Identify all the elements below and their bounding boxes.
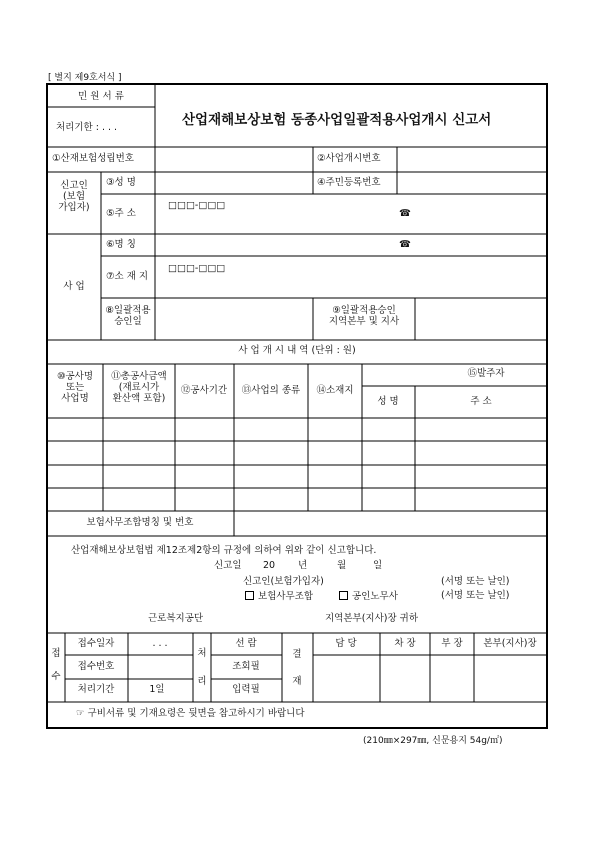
business-group-label: 사 업 [63, 281, 85, 292]
form-number-label: [ 별지 제9호서식 ] [48, 73, 122, 83]
receipt-date-value: . . . [152, 638, 168, 649]
processing-item-input: 입력필 [232, 684, 260, 695]
signature-note-2: (서명 또는 날인) [441, 590, 510, 601]
report-date-label: 신고일 [214, 560, 242, 571]
reporter-postcode-boxes[interactable]: □□□-□□□ [168, 200, 226, 211]
insurance-union-label: 보험사무조합명칭 및 번호 [86, 517, 194, 528]
approval-branch-label: ⑨일괄적용승인 지역본부 및 지사 [328, 305, 400, 327]
note-line: ☞ 구비서류 및 기재요령은 뒷면을 참고하시기 바랍니다 [76, 708, 305, 719]
labor-attorney-option[interactable] [339, 591, 398, 603]
business-start-number-label: ②사업개시번호 [317, 153, 381, 164]
reporter-name-field[interactable] [156, 173, 312, 193]
union-checkbox[interactable] [245, 591, 254, 600]
approval-date-label: ⑧일괄적용 승인일 [105, 305, 151, 327]
business-start-number-field[interactable] [398, 148, 546, 171]
reporter-group-label: 신고인 (보험 가입자) [58, 180, 90, 213]
month-unit: 월 [337, 560, 347, 571]
reporter-sign-line: 신고인(보험가입자) [243, 576, 324, 587]
resident-number-field[interactable] [398, 173, 546, 193]
details-heading: 사 업 개 시 내 역 (단위 : 원) [238, 345, 356, 356]
col-business-type: ⑬사업의 종류 [241, 385, 301, 396]
receipt-number-label: 접수번호 [77, 661, 115, 672]
business-name-label: ⑥명 칭 [106, 239, 136, 250]
col-client-address: 주 소 [470, 396, 492, 407]
processing-group-b: 리 [197, 676, 207, 687]
report-year: 20 [263, 560, 276, 571]
year-unit: 년 [298, 560, 308, 571]
processing-period-label-2: 처리기간 [77, 684, 115, 695]
approval-col-staff: 담 당 [335, 638, 357, 649]
approval-branch-field[interactable] [416, 299, 546, 339]
form-title: 산업재해보상보험 동종사업일괄적용사업개시 신고서 [182, 112, 492, 128]
approval-col-deputy: 차 장 [394, 638, 416, 649]
paper-spec: (210㎜×297㎜, 신문용지 54g/㎡) [363, 736, 503, 746]
resident-number-label: ④주민등록번호 [317, 177, 381, 188]
phone-icon: ☎ [399, 208, 411, 219]
insurance-number-label: ①산재보험성립번호 [52, 153, 134, 164]
insurance-number-field[interactable] [156, 148, 312, 171]
union-option-label: 보험사무조합 [258, 591, 314, 602]
documents-label: 민 원 서 류 [78, 91, 124, 102]
receipt-date-label: 접수일자 [77, 638, 115, 649]
col-client-name: 성 명 [377, 396, 399, 407]
processing-item-inquiry: 조회필 [232, 661, 260, 672]
col-period: ⑫공사기간 [180, 385, 228, 396]
declaration-statement: 산업재해보상보험법 제12조제2항의 규정에 의하여 위와 같이 신고합니다. [71, 545, 377, 556]
signature-note-1: (서명 또는 날인) [441, 576, 510, 587]
agency-name: 근로복지공단 [148, 613, 204, 624]
approval-group-b: 재 [292, 676, 302, 687]
insurance-union-field[interactable] [235, 512, 546, 535]
approval-group-a: 결 [292, 649, 302, 660]
processing-group-a: 처 [197, 648, 207, 659]
reporter-address-label: ⑤주 소 [106, 208, 136, 219]
recipient-line: 지역본부(지사)장 귀하 [325, 613, 419, 624]
labor-attorney-checkbox[interactable] [339, 591, 348, 600]
business-name-field[interactable] [156, 235, 386, 255]
business-postcode-boxes[interactable]: □□□-□□□ [168, 263, 226, 274]
phone-icon: ☎ [399, 239, 411, 250]
receipt-group-b: 수 [51, 671, 61, 682]
reporter-name-label: ③성 명 [106, 177, 136, 188]
processing-item-review: 선 람 [235, 638, 257, 649]
col-total-amount: ⑪총공사금액 (재료시가 환산액 포함) [111, 371, 167, 404]
receipt-group-a: 접 [51, 648, 61, 659]
approval-col-head: 본부(지사)장 [483, 638, 537, 649]
approval-col-manager: 부 장 [441, 638, 463, 649]
col-project-name: ⑩공사명 또는 사업명 [56, 371, 94, 404]
approval-date-field[interactable] [156, 299, 312, 339]
day-unit: 일 [373, 560, 383, 571]
union-option[interactable] [245, 591, 313, 603]
col-location: ⑭소재지 [316, 385, 354, 396]
business-location-label: ⑦소 재 지 [106, 271, 149, 282]
processing-period-label: 처리기한 : . . . [56, 122, 118, 133]
processing-period-value: 1일 [149, 684, 165, 695]
labor-attorney-option-label: 공인노무사 [352, 591, 398, 602]
col-client: ⑮발주자 [467, 368, 505, 379]
